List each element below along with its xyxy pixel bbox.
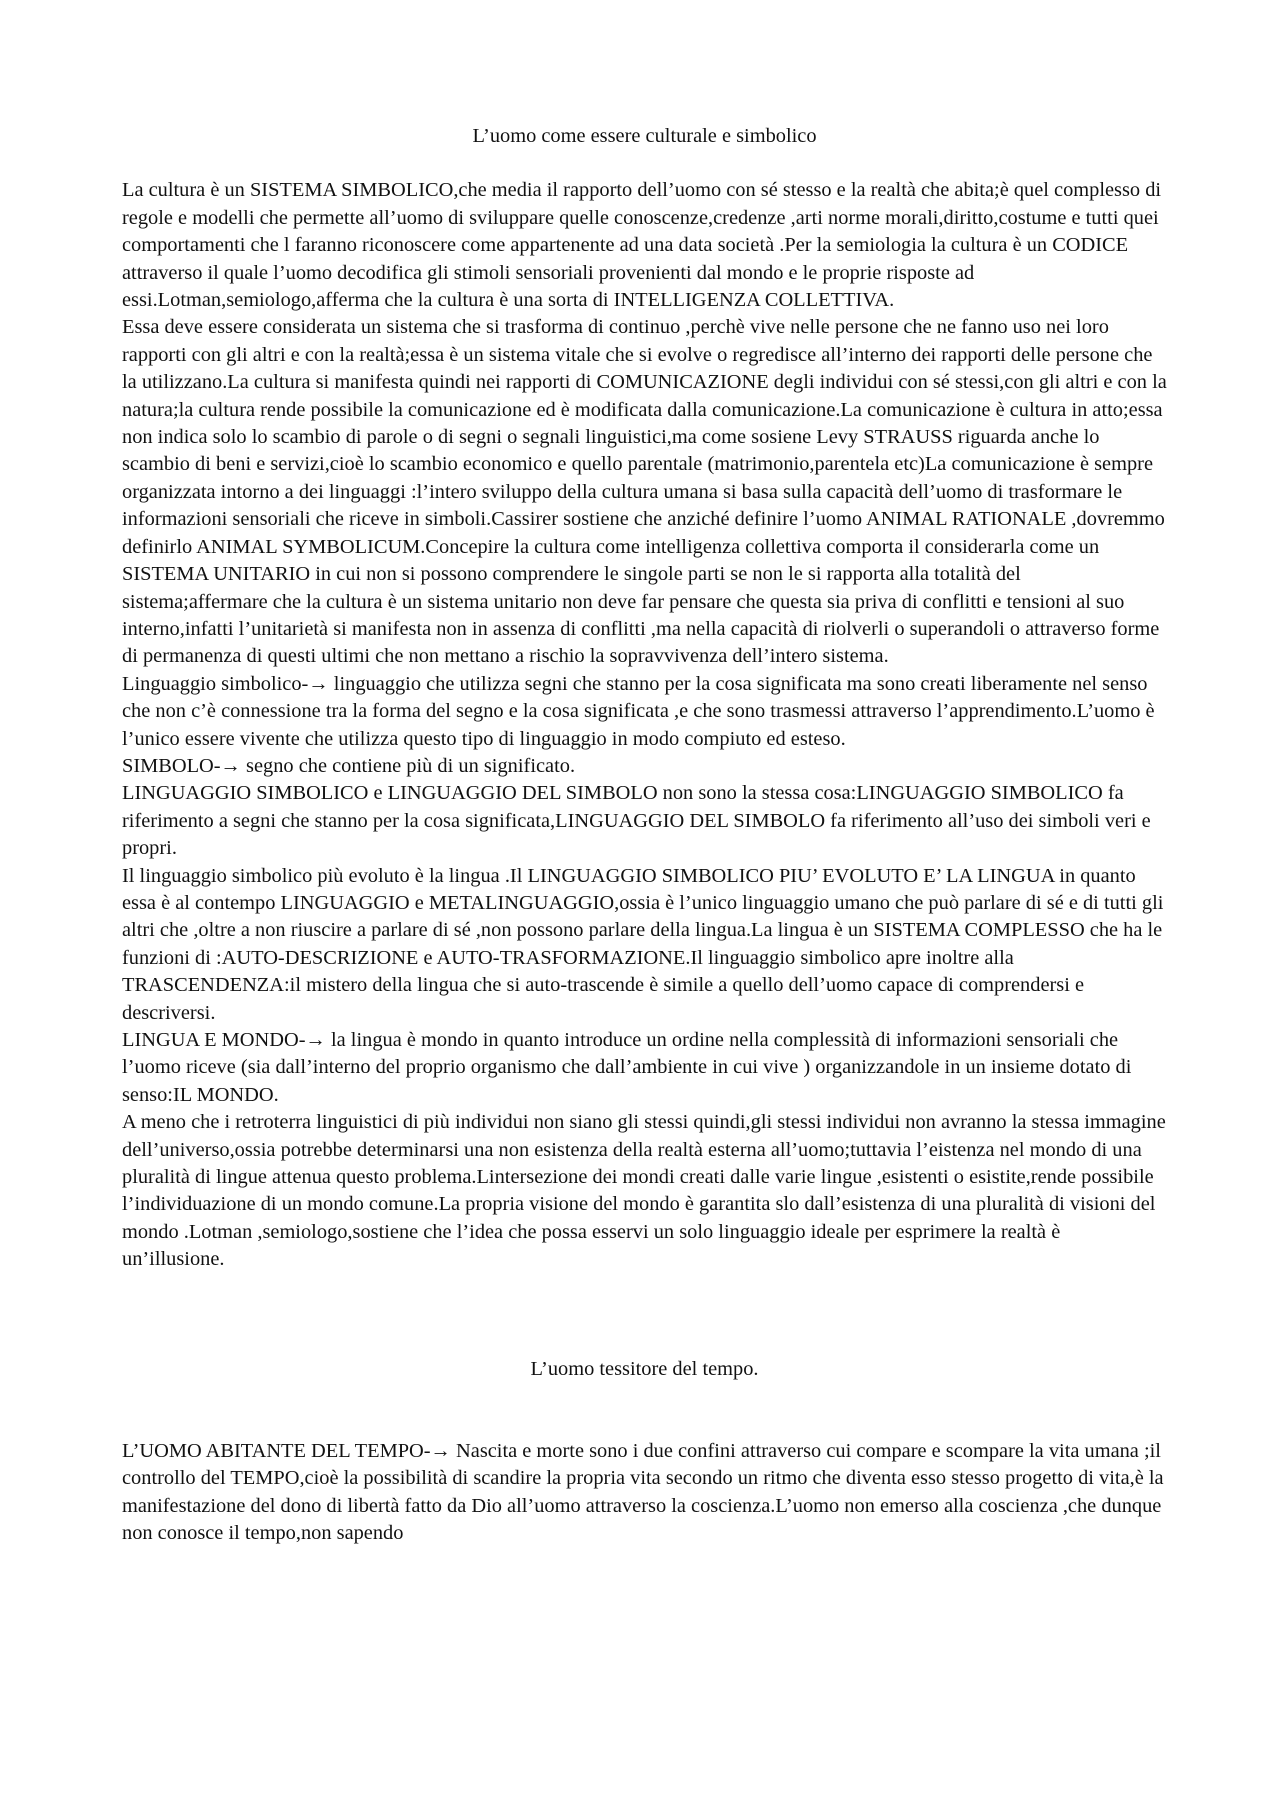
section-title-1: L’uomo come essere culturale e simbolico [472, 125, 817, 147]
section-spacer [122, 1274, 1167, 1356]
paragraph: L’UOMO ABITANTE DEL TEMPO-→ Nascita e morte sono i due confini attraverso cui compare e scompare la vita umana ;il controllo del TEMPO,cioè la possibilità di scandire la propria vita secondo un ritmo che diventa esso stesso progetto di vita,è la manifestazione del dono di libertà fatto da Dio all’uomo attraverso la coscienza.L’uomo non emerso alla coscienza ,che dunque non conosce il tempo,non sapendo [122, 1440, 1164, 1545]
paragraph: Essa deve essere considerata un sistema che si trasforma di continuo ,perchè vive nelle persone che ne fanno uso nei loro rapporti con gli altri e con la realtà;essa è un sistema vitale che si evolve o regredisce all’interno dei rapporti delle persone che la utilizzano.La cultura si manifesta quindi nei rapporti di COMUNICAZIONE degli individui con sé stessi,con gli altri e con la natura;la cultura rende possibile la comunicazione ed è modificata dalla comunicazione.La comunicazione è cultura in atto;essa non indica solo lo scambio di parole o di segni o segnali linguistici,ma come sosiene Levy STRAUSS riguarda anche lo scambio di beni e servizi,cioè lo scambio economico e quello parentale (matrimonio,parentela etc)La comunicazione è sempre organizzata intorno a dei linguaggi :l’intero sviluppo della cultura umana si basa sulla capacità dell’uomo di trasformare le informazioni sensoriali che riceve in simboli.Cassirer sostiene che anziché definire l’uomo ANIMAL RATIONALE ,dovremmo definirlo ANIMAL SYMBOLICUM.Concepire la cultura come intelligenza collettiva comporta il considerarla come un SISTEMA UNITARIO in cui non si possono comprendere le singole parti se non le si rapporta alla totalità del sistema;affermare che la cultura è un sistema unitario non deve far pensare che questa sia priva di conflitti e tensioni al suo interno,infatti l’unitarietà si manifesta non in assenza di conflitti ,ma nella capacità di riolverli o superandoli o attraverso forme di permanenza di questi ultimi che non mettano a rischio la sopravvivenza dell’intero sistema. [122, 316, 1167, 668]
paragraph: La cultura è un SISTEMA SIMBOLICO,che media il rapporto dell’uomo con sé stesso e la realtà che abita;è quel complesso di regole e modelli che permette all’uomo di sviluppare quelle conoscenze,credenze ,arti norme morali,diritto,costume e tutti quei comportamenti che l faranno riconoscere come appartenente ad una data società .Per la semiologia la cultura è un CODICE attraverso il quale l’uomo decodifica gli stimoli sensoriali provenienti dal mondo e le proprie risposte ad essi.Lotman,semiologo,afferma che la cultura è una sorta di INTELLIGENZA COLLETTIVA. [122, 179, 1162, 312]
paragraph: A meno che i retroterra linguistici di più individui non siano gli stessi quindi,gli stessi individui non avranno la stessa immagine dell’universo,ossia potrebbe determinarsi una non esistenza della realtà esterna all’uomo;tuttavia l’eistenza nel mondo di una pluralità di lingue attenua questo problema.Lintersezione dei mondi creati dalle varie lingue ,esistenti o esistite,rende possibile l’individuazione di un mondo comune.La propria visione del mondo è garantita slo dall’esistenza di una pluralità di visioni del mondo .Lotman ,semiologo,sostiene che l’idea che possa esservi un solo linguaggio ideale per esprimere la realtà è un’illusione. [122, 1111, 1166, 1271]
document-body [122, 123, 1167, 1548]
paragraph: Linguaggio simbolico-→ linguaggio che utilizza segni che stanno per la cosa significata ma sono creati liberamente nel senso che non c’è connessione tra la forma del segno e la cosa significata ,e che sono trasmessi attraverso l’apprendimento.L’uomo è l’unico essere vivente che utilizza questo tipo di linguaggio in modo compiuto ed esteso. [122, 672, 1155, 750]
section-title-2: L’uomo tessitore del tempo. [530, 1357, 759, 1380]
paragraph: LINGUAGGIO SIMBOLICO e LINGUAGGIO DEL SIMBOLO non sono la stessa cosa:LINGUAGGIO SIMBOLICO fa riferimento a segni che stanno per la cosa significata,LINGUAGGIO DEL SIMBOLO fa riferimento all’uso dei simboli veri e propri. [122, 782, 1151, 860]
paragraph: SIMBOLO-→ segno che contiene più di un significato. [122, 754, 576, 777]
paragraph: Il linguaggio simbolico più evoluto è la lingua .Il LINGUAGGIO SIMBOLICO PIU’ EVOLUTO E’ LA LINGUA in quanto essa è al contempo LINGUAGGIO e METALINGUAGGIO,ossia è l’unico linguaggio umano che può parlare di sé e di tutti gli altri che ,oltre a non riuscire a parlare di sé ,non possono parlare della lingua.La lingua è un SISTEMA COMPLESSO che ha le funzioni di :AUTO-DESCRIZIONE e AUTO-TRASFORMAZIONE.Il linguaggio simbolico apre inoltre alla TRASCENDENZA:il mistero della lingua che si auto-trascende è simile a quello dell’uomo capace di comprendersi e descriversi. [122, 864, 1164, 1024]
paragraph: LINGUA E MONDO-→ la lingua è mondo in quanto introduce un ordine nella complessità di informazioni sensoriali che l’uomo riceve (sia dall’interno del proprio organismo che dall’ambiente in cui vive ) organizzandole in un insieme dotato di senso:IL MONDO. [122, 1029, 1132, 1106]
